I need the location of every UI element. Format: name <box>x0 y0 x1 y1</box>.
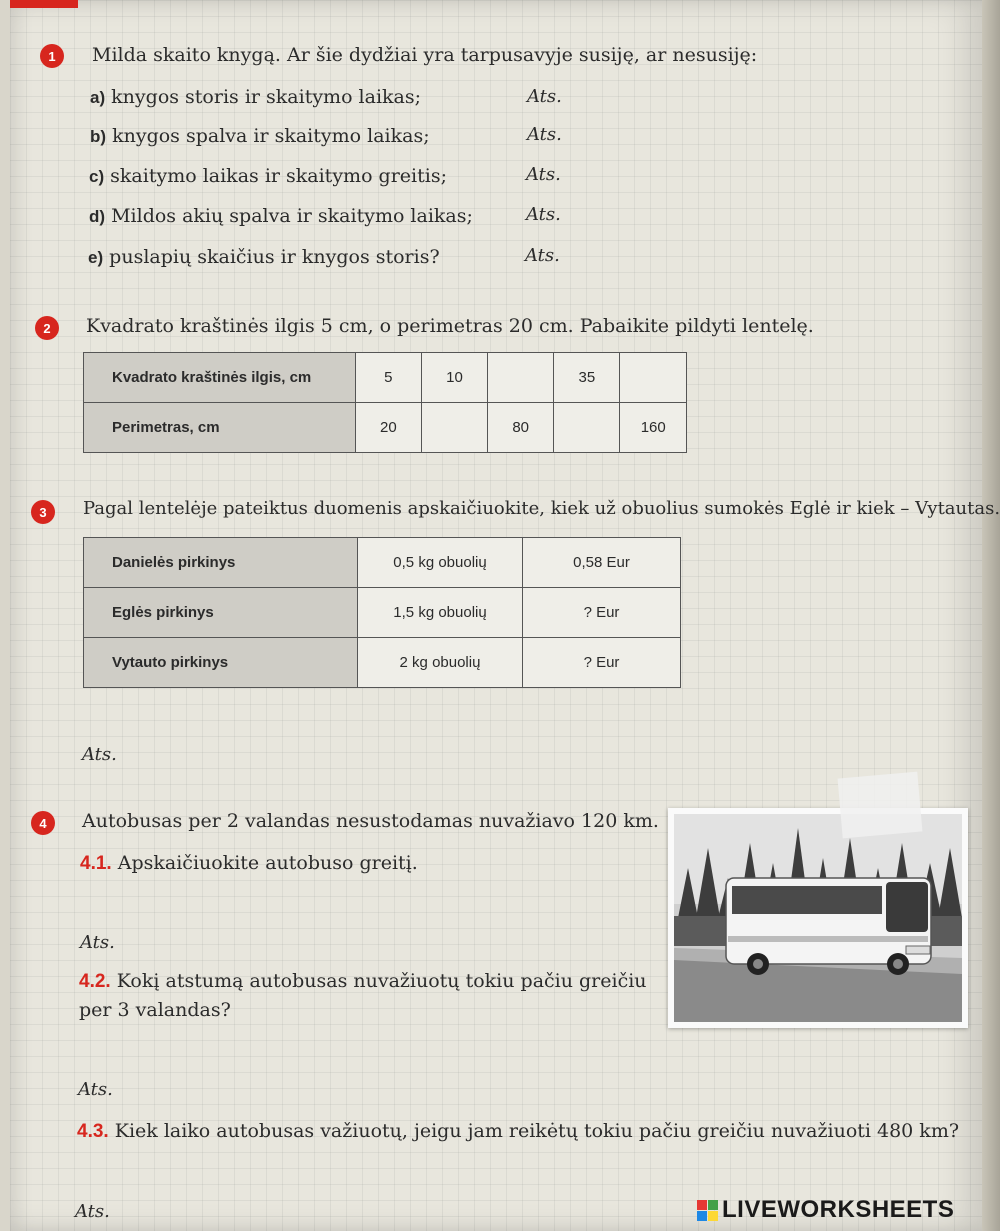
logo-text: LIVEWORKSHEETS <box>722 1196 955 1223</box>
table-row <box>84 588 681 638</box>
task-1e-letter: e) <box>88 248 104 267</box>
task-1d-text: Mildos akių spalva ir skaitymo laikas; <box>111 205 473 227</box>
perimeter-cell-5: 160 <box>620 403 687 453</box>
apple-table <box>83 537 681 688</box>
task-4-2-answer[interactable]: Ats. <box>78 1079 113 1100</box>
task-1d <box>89 205 473 227</box>
perimeter-cell-2[interactable] <box>421 403 487 453</box>
task-4-2-number: 4.2. <box>79 971 111 992</box>
square-table <box>83 352 687 453</box>
task-3-number: 3 <box>31 500 55 524</box>
task-1b-text: knygos spalva ir skaitymo laikas; <box>112 125 430 147</box>
task-3-answer[interactable]: Ats. <box>82 744 117 765</box>
task-1b-letter: b) <box>90 127 107 146</box>
perimeter-cell-1: 20 <box>355 403 421 453</box>
side-cell-1: 5 <box>355 353 421 403</box>
egles-label: Eglės pirkinys <box>84 588 358 638</box>
task-4-2-text-line2: per 3 valandas? <box>79 999 231 1021</box>
vytauto-label: Vytauto pirkinys <box>84 638 358 688</box>
task-4-3-text: Kiek laiko autobusas važiuotų, jeigu jam reikėtų tokiu pačiu greičiu nuvažiuoti 480 km? <box>114 1120 960 1142</box>
side-cell-3[interactable] <box>488 353 554 403</box>
side-cell-4: 35 <box>554 353 620 403</box>
bus-illustration <box>668 808 968 1028</box>
task-4-number: 4 <box>31 811 55 835</box>
task-1a-answer[interactable]: Ats. <box>527 86 562 107</box>
task-4-1 <box>80 852 418 875</box>
task-4-2-text-line1: Kokį atstumą autobusas nuvažiuotų tokiu pačiu greičiu <box>116 970 647 992</box>
task-1c-text: skaitymo laikas ir skaitymo greitis; <box>110 165 447 187</box>
task-4-1-number: 4.1. <box>80 853 112 874</box>
task-1b-answer[interactable]: Ats. <box>527 124 562 145</box>
task-1d-letter: d) <box>89 207 106 226</box>
liveworksheets-logo <box>697 1196 954 1224</box>
row-label-side: Kvadrato kraštinės ilgis, cm <box>84 353 356 403</box>
task-1c-answer[interactable]: Ats. <box>526 164 561 185</box>
danieles-label: Danielės pirkinys <box>84 538 358 588</box>
logo-icon <box>697 1200 718 1221</box>
task-1b <box>90 125 430 147</box>
perimeter-cell-3: 80 <box>488 403 554 453</box>
task-4-text: Autobusas per 2 valandas nesustodamas nuvažiavo 120 km. <box>82 810 659 832</box>
task-4-3 <box>77 1120 959 1143</box>
task-4-3-number: 4.3. <box>77 1121 109 1142</box>
side-cell-2: 10 <box>421 353 487 403</box>
side-cell-5[interactable] <box>620 353 687 403</box>
task-4-1-text: Apskaičiuokite autobuso greitį. <box>117 852 418 874</box>
task-1e-answer[interactable]: Ats. <box>525 245 560 266</box>
danieles-price: 0,58 Eur <box>523 538 681 588</box>
task-2-number: 2 <box>35 316 59 340</box>
vytauto-amount: 2 kg obuolių <box>358 638 523 688</box>
page-edge <box>982 0 1000 1231</box>
task-1c <box>89 165 447 187</box>
task-1a-text: knygos storis ir skaitymo laikas; <box>111 86 422 108</box>
task-2-text: Kvadrato kraštinės ilgis 5 cm, o perimetras 20 cm. Pabaikite pildyti lentelę. <box>86 315 814 337</box>
table-row <box>84 403 687 453</box>
task-3-text: Pagal lentelėje pateiktus duomenis apskaičiuokite, kiek už obuolius sumokės Eglė ir kiek – Vytautas. <box>83 498 1000 519</box>
perimeter-cell-4[interactable] <box>554 403 620 453</box>
table-row <box>84 538 681 588</box>
vytauto-price[interactable]: ? Eur <box>523 638 681 688</box>
egles-amount: 1,5 kg obuolių <box>358 588 523 638</box>
tape-strip <box>838 772 923 839</box>
danieles-amount: 0,5 kg obuolių <box>358 538 523 588</box>
task-4-3-answer[interactable]: Ats. <box>75 1201 110 1222</box>
task-4-1-answer[interactable]: Ats. <box>80 932 115 953</box>
task-1-text: Milda skaito knygą. Ar šie dydžiai yra tarpusavyje susiję, ar nesusiję: <box>92 44 758 66</box>
task-4-2 <box>79 970 647 993</box>
table-row <box>84 638 681 688</box>
task-1a <box>90 86 421 108</box>
task-1d-answer[interactable]: Ats. <box>526 204 561 225</box>
row-label-perimeter: Perimetras, cm <box>84 403 356 453</box>
bus-photo <box>668 808 968 1028</box>
task-1c-letter: c) <box>89 167 105 186</box>
corner-mark <box>10 0 78 8</box>
egles-price[interactable]: ? Eur <box>523 588 681 638</box>
task-1e-text: puslapių skaičius ir knygos storis? <box>109 246 440 268</box>
task-1-number: 1 <box>40 44 64 68</box>
task-1e <box>88 246 440 268</box>
table-row <box>84 353 687 403</box>
task-1a-letter: a) <box>90 88 106 107</box>
